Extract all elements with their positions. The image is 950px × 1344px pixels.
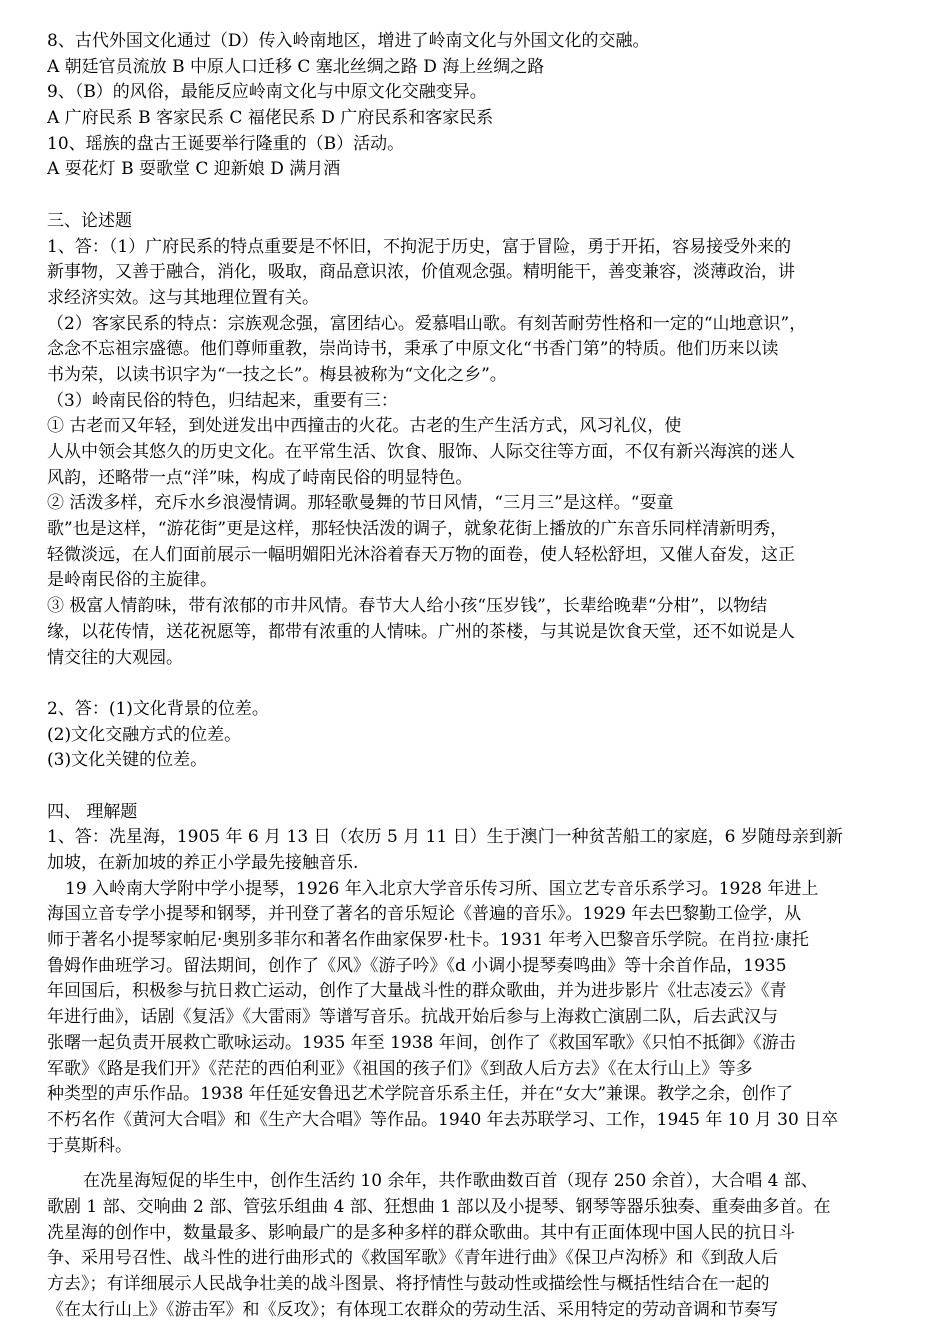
text-line: ① 古老而又年轻，到处迸发出中西撞击的火花。古老的生产生活方式，风习礼仪，使	[47, 416, 682, 437]
text-line: 19 入岭南大学附中学小提琴，1926 年入北京大学音乐传习所、国立艺专音乐系学习。1928 年进上	[65, 878, 819, 899]
text-line: 1、答：冼星海，1905 年 6 月 13 日（农历 5 月 11 日）生于澳门一种贫苦船工的家庭，6 岁随母亲到新	[47, 827, 843, 848]
text-line: 1、答：（1）广府民系的特点重要是不怀旧，不拘泥于历史，富于冒险，勇于开拓，容易接受外来的	[47, 236, 792, 257]
spacer	[47, 671, 917, 697]
section-heading-comprehension: 四、 理解题	[47, 801, 138, 822]
spacer	[47, 774, 917, 800]
text-line: 风韵，还略带一点“洋”味，构成了峙南民俗的明显特色。	[47, 467, 473, 488]
text-line: 歌剧 1 部、交响曲 2 部、管弦乐组曲 4 部、狂想曲 1 部以及小提琴、钢琴等器乐独奏、重奏曲多首。在	[47, 1196, 831, 1217]
spacer	[47, 1159, 917, 1169]
text-line: A 广府民系 B 客家民系 C 福佬民系 D 广府民系和客家民系	[47, 108, 494, 129]
text-line: 冼星海的创作中，数量最多、影响最广的是多种多样的群众歌曲。其中有正面体现中国人民的抗日斗	[47, 1222, 795, 1243]
text-line: 种类型的声乐作品。1938 年任延安鲁迅艺术学院音乐系主任，并在“女大”兼课。教学之余，创作了	[47, 1084, 794, 1105]
text-line: 军歌》《路是我们开》《茫茫的西伯利亚》《祖国的孩子们》《到敌人后方去》《在太行山上》等多	[47, 1058, 753, 1079]
text-line: 于莫斯科。	[47, 1135, 132, 1156]
text-line: 缘，以花传情，送花祝愿等，都带有浓重的人情味。广州的茶楼，与其说是饮食天堂，还不如说是人	[47, 621, 795, 642]
text-line: 是岭南民俗的主旋律。	[47, 570, 217, 591]
text-line: （2）客家民系的特点：宗族观念强，富团结心。爱慕唱山歌。有刻苦耐劳性格和一定的“山地意识”，	[47, 313, 807, 334]
text-line: ② 活泼多样，充斥水乡浪漫情调。那轻歌曼舞的节日风情，“三月三”是这样。“耍童	[47, 493, 674, 514]
text-line: 争、采用号召性、战斗性的进行曲形式的《救国军歌》《青年进行曲》《保卫卢沟桥》和《到敌人后	[47, 1248, 778, 1269]
text-line: 张曙一起负责开展救亡歌咏运动。1935 年至 1938 年间，创作了《救国军歌》《只怕不抵御》《游击	[47, 1032, 796, 1053]
text-line: 年回国后，积极参与抗日救亡运动，创作了大量战斗性的群众歌曲，并为进步影片《壮志凌云》《青	[47, 981, 787, 1002]
text-line: 9、（B）的风俗，最能反应岭南文化与中原文化交融变异。	[47, 82, 487, 103]
text-line: 情交往的大观园。	[47, 647, 183, 668]
text-line: 书为荣，以读书识字为“一技之长”。梅县被称为“文化之乡”。	[47, 364, 507, 385]
text-line: 师于著名小提琴家帕尼·奥别多菲尔和著名作曲家保罗·杜卡。1931 年考入巴黎音乐学院。在肖拉·康托	[47, 930, 809, 951]
text-line: 轻微淡远，在人们面前展示一幅明媚阳光沐浴着春天万物的面卷，使人轻松舒坦，又催人奋发，这正	[47, 544, 795, 565]
text-line: (3)文化关键的位差。	[47, 750, 208, 771]
text-line: 在冼星海短促的毕生中，创作生活约 10 余年，共作歌曲数百首（现存 250 余首），大合唱 4 部、	[83, 1171, 818, 1192]
section-heading-essay: 三、论述题	[47, 210, 132, 231]
text-line: 念念不忘祖宗盛德。他们尊师重教，崇尚诗书，秉承了中原文化“书香门第”的特质。他们历来以读	[47, 339, 779, 360]
spacer	[47, 183, 917, 209]
text-line: 2、答：(1)文化背景的位差。	[47, 698, 269, 719]
text-line: 年进行曲》，话剧《复活》《大雷雨》等谱写音乐。抗战开始后参与上海救亡演剧二队，后去武汉与	[47, 1007, 778, 1028]
comprehension-paragraph-3	[47, 1169, 917, 1323]
text-line: 《在太行山上》《游击军》和《反攻》；有体现工农群众的劳动生活、采用特定的劳动音调和节奏写	[47, 1299, 778, 1320]
text-line: 8、古代外国文化通过（D）传入岭南地区，增进了岭南文化与外国文化的交融。	[47, 31, 650, 51]
text-line: 人从中领会其悠久的历史文化。在平常生活、饮食、服饰、人际交往等方面，不仅有新兴海滨的迷人	[47, 442, 795, 462]
document-page	[47, 29, 917, 1323]
text-line: 不朽名作《黄河大合唱》和《生产大合唱》等作品。1940 年去苏联学习、工作，1945 年 10 月 30 日卒	[47, 1109, 839, 1130]
text-line: ③ 极富人情韵味，带有浓郁的市井风情。春节大人给小孩“压岁钱”，长辈给晚辈“分柑”，以物结	[47, 596, 768, 617]
text-line: 歌”也是这样，“游花街”更是这样，那轻快活泼的调子，就象花街上播放的广东音乐同样清新明秀，	[47, 519, 788, 540]
text-line: A 朝廷官员流放 B 中原人口迁移 C 塞北丝绸之路 D 海上丝绸之路	[47, 56, 545, 77]
comprehension-paragraph-1	[47, 825, 917, 876]
text-line: (2)文化交融方式的位差。	[47, 724, 242, 745]
text-line: 10、瑶族的盘古王诞要举行隆重的（B）活动。	[47, 133, 405, 154]
multiple-choice-section	[47, 29, 917, 183]
comprehension-paragraph-2	[47, 877, 917, 1160]
text-line: 方去》；有详细展示人民战争壮美的战斗图景、将抒情性与鼓动性或描绘性与概括性结合在一起的	[47, 1274, 770, 1294]
text-line: 加坡，在新加坡的养正小学最先接触音乐.	[47, 853, 359, 873]
text-line: A 耍花灯 B 耍歌堂 C 迎新娘 D 满月酒	[47, 159, 341, 180]
text-line: （3）岭南民俗的特色，归结起来，重要有三：	[47, 390, 398, 411]
essay-answer-1	[47, 235, 917, 672]
text-line: 鲁姆作曲班学习。留法期间，创作了《风》《游子吟》《d 小调小提琴奏鸣曲》等十余首作品，1935	[47, 955, 787, 976]
text-line: 海国立音专学小提琴和钢琴，并刊登了著名的音乐短论《普遍的音乐》。1929 年去巴黎勤工俭学，从	[47, 904, 802, 925]
text-line: 求经济实效。这与其地理位置有关。	[47, 287, 319, 308]
text-line: 新事物，又善于融合，消化，吸取，商品意识浓，价值观念强。精明能干，善变兼容，淡薄政治，讲	[47, 262, 795, 283]
essay-answer-2	[47, 697, 917, 774]
